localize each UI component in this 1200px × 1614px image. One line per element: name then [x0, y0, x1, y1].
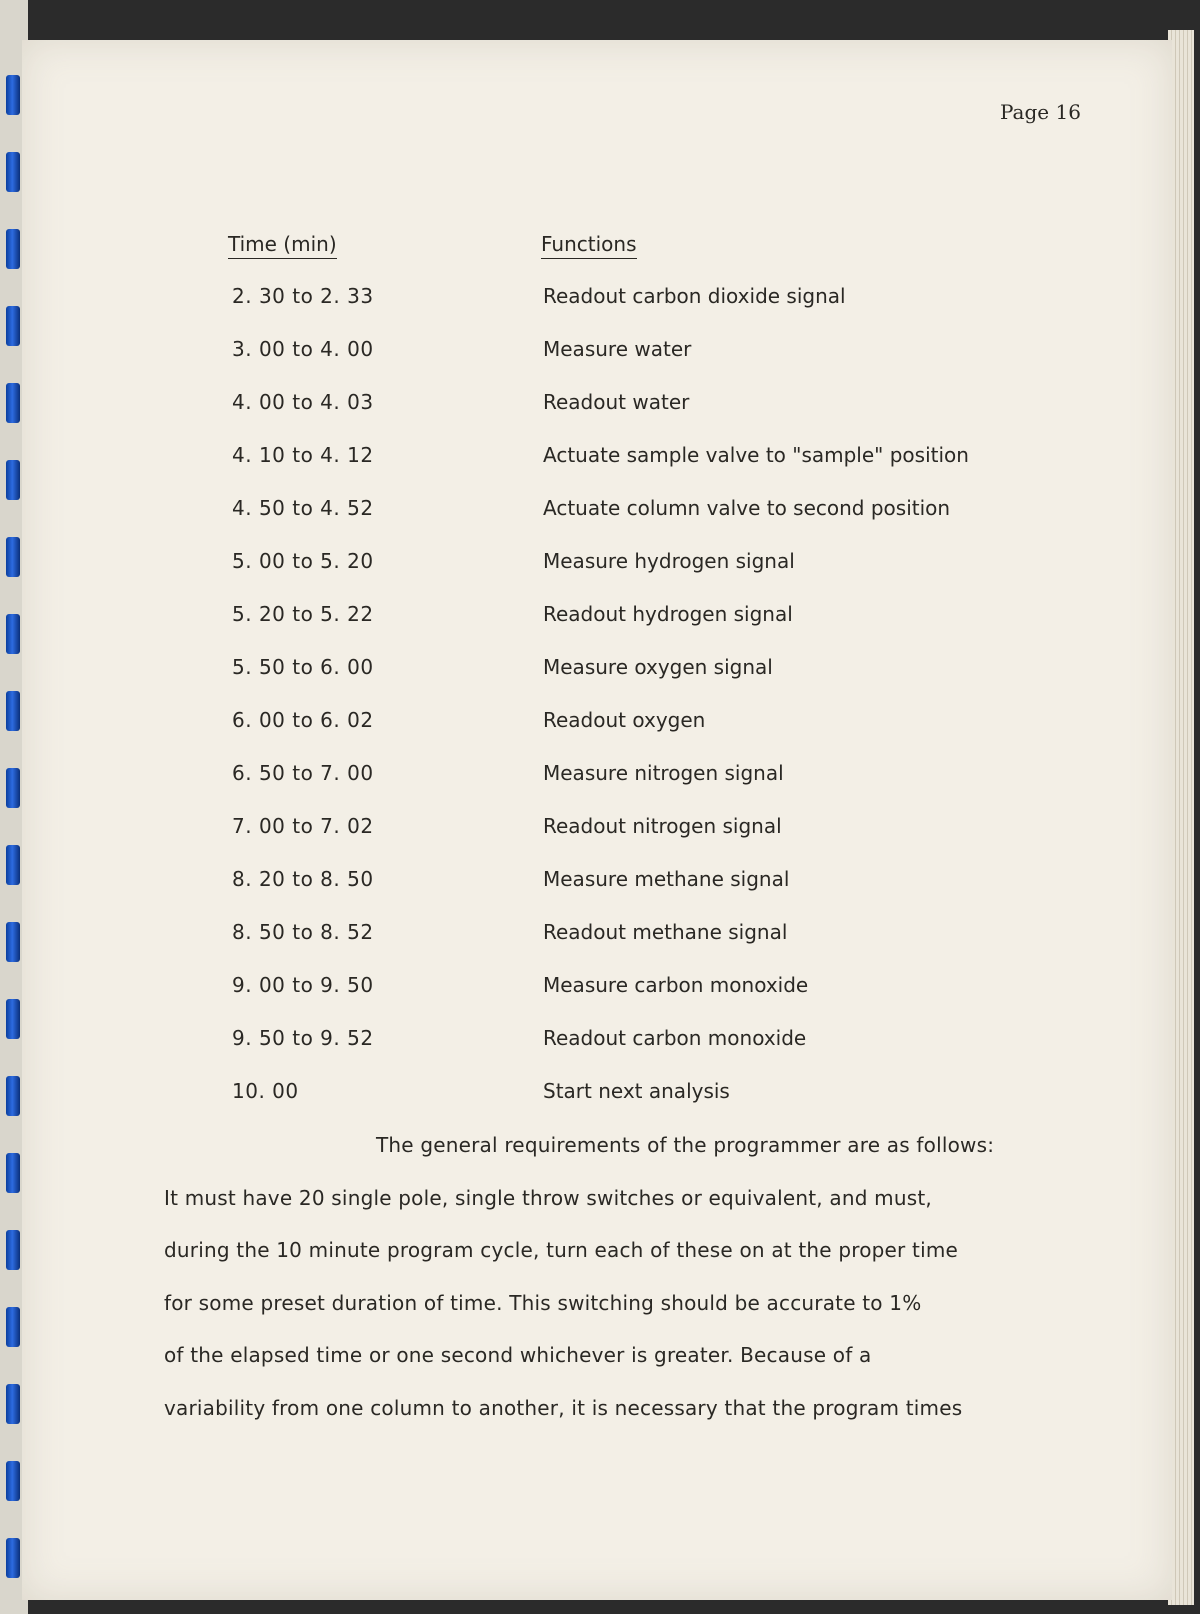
function-cell: Actuate sample valve to "sample" position — [543, 443, 969, 467]
time-cell: 6. 50 to 7. 00 — [232, 761, 374, 785]
paragraph-line: during the 10 minute program cycle, turn each of these on at the proper time — [164, 1238, 959, 1262]
function-cell: Measure nitrogen signal — [543, 761, 784, 785]
table-row — [0, 708, 1150, 738]
binding-coil — [6, 75, 20, 115]
table-row — [0, 1026, 1150, 1056]
time-cell: 10. 00 — [232, 1079, 299, 1103]
table-row — [0, 973, 1150, 1003]
time-cell: 6. 00 to 6. 02 — [232, 708, 374, 732]
function-cell: Measure methane signal — [543, 867, 790, 891]
time-cell: 5. 50 to 6. 00 — [232, 655, 374, 679]
function-cell: Actuate column valve to second position — [543, 496, 951, 520]
table-row — [0, 814, 1150, 844]
function-cell: Readout hydrogen signal — [543, 602, 793, 626]
table-row — [0, 920, 1150, 950]
column-header-time: Time (min) — [228, 232, 337, 259]
paragraph-line: for some preset duration of time. This switching should be accurate to 1% — [164, 1290, 922, 1315]
time-cell: 5. 00 to 5. 20 — [232, 549, 374, 573]
binding-coil — [6, 152, 20, 192]
table-row — [0, 443, 1150, 473]
binding-coil — [6, 1307, 20, 1347]
table-row — [0, 549, 1150, 579]
time-cell: 3. 00 to 4. 00 — [232, 337, 374, 361]
time-cell: 4. 50 to 4. 52 — [232, 496, 374, 520]
function-cell: Readout methane signal — [543, 920, 788, 944]
function-cell: Measure water — [543, 337, 692, 361]
time-cell: 4. 00 to 4. 03 — [232, 390, 374, 414]
binding-coil — [6, 229, 20, 269]
column-header-functions: Functions — [541, 232, 637, 259]
function-cell: Start next analysis — [543, 1079, 730, 1103]
paragraph-line: of the elapsed time or one second whichever is greater. Because of a — [164, 1343, 872, 1367]
function-cell: Measure carbon monoxide — [543, 973, 809, 997]
function-cell: Measure hydrogen signal — [543, 549, 795, 573]
table-row — [0, 390, 1150, 420]
table-row — [0, 655, 1150, 685]
time-cell: 8. 50 to 8. 52 — [232, 920, 374, 944]
table-row — [0, 284, 1150, 314]
function-cell: Readout water — [543, 390, 690, 414]
table-row — [0, 761, 1150, 791]
time-cell: 8. 20 to 8. 50 — [232, 867, 374, 891]
table-row — [0, 1079, 1150, 1109]
page-number: Page 16 — [1000, 100, 1081, 124]
time-cell: 9. 50 to 9. 52 — [232, 1026, 374, 1050]
paragraph-line: The general requirements of the programmer are as follows: — [376, 1133, 995, 1157]
time-cell: 5. 20 to 5. 22 — [232, 602, 374, 626]
time-cell: 2. 30 to 2. 33 — [232, 284, 374, 308]
binding-coil — [6, 1153, 20, 1193]
binding-coil — [6, 1461, 20, 1501]
function-cell: Readout carbon dioxide signal — [543, 284, 846, 308]
function-cell: Measure oxygen signal — [543, 655, 773, 679]
binding-coil — [6, 1230, 20, 1270]
binding-coil — [6, 1384, 20, 1424]
function-cell: Readout nitrogen signal — [543, 814, 782, 838]
table-row — [0, 867, 1150, 897]
time-cell: 4. 10 to 4. 12 — [232, 443, 374, 467]
requirements-paragraph — [164, 1130, 1094, 1445]
paragraph-line: It must have 20 single pole, single throw switches or equivalent, and must, — [164, 1185, 932, 1210]
function-cell: Readout oxygen — [543, 708, 706, 732]
table-row — [0, 496, 1150, 526]
function-cell: Readout carbon monoxide — [543, 1026, 807, 1050]
time-cell: 9. 00 to 9. 50 — [232, 973, 374, 997]
binding-coil — [6, 1538, 20, 1578]
table-row — [0, 602, 1150, 632]
paragraph-line: variability from one column to another, it is necessary that the program times — [164, 1395, 963, 1420]
time-cell: 7. 00 to 7. 02 — [232, 814, 374, 838]
table-row — [0, 337, 1150, 367]
